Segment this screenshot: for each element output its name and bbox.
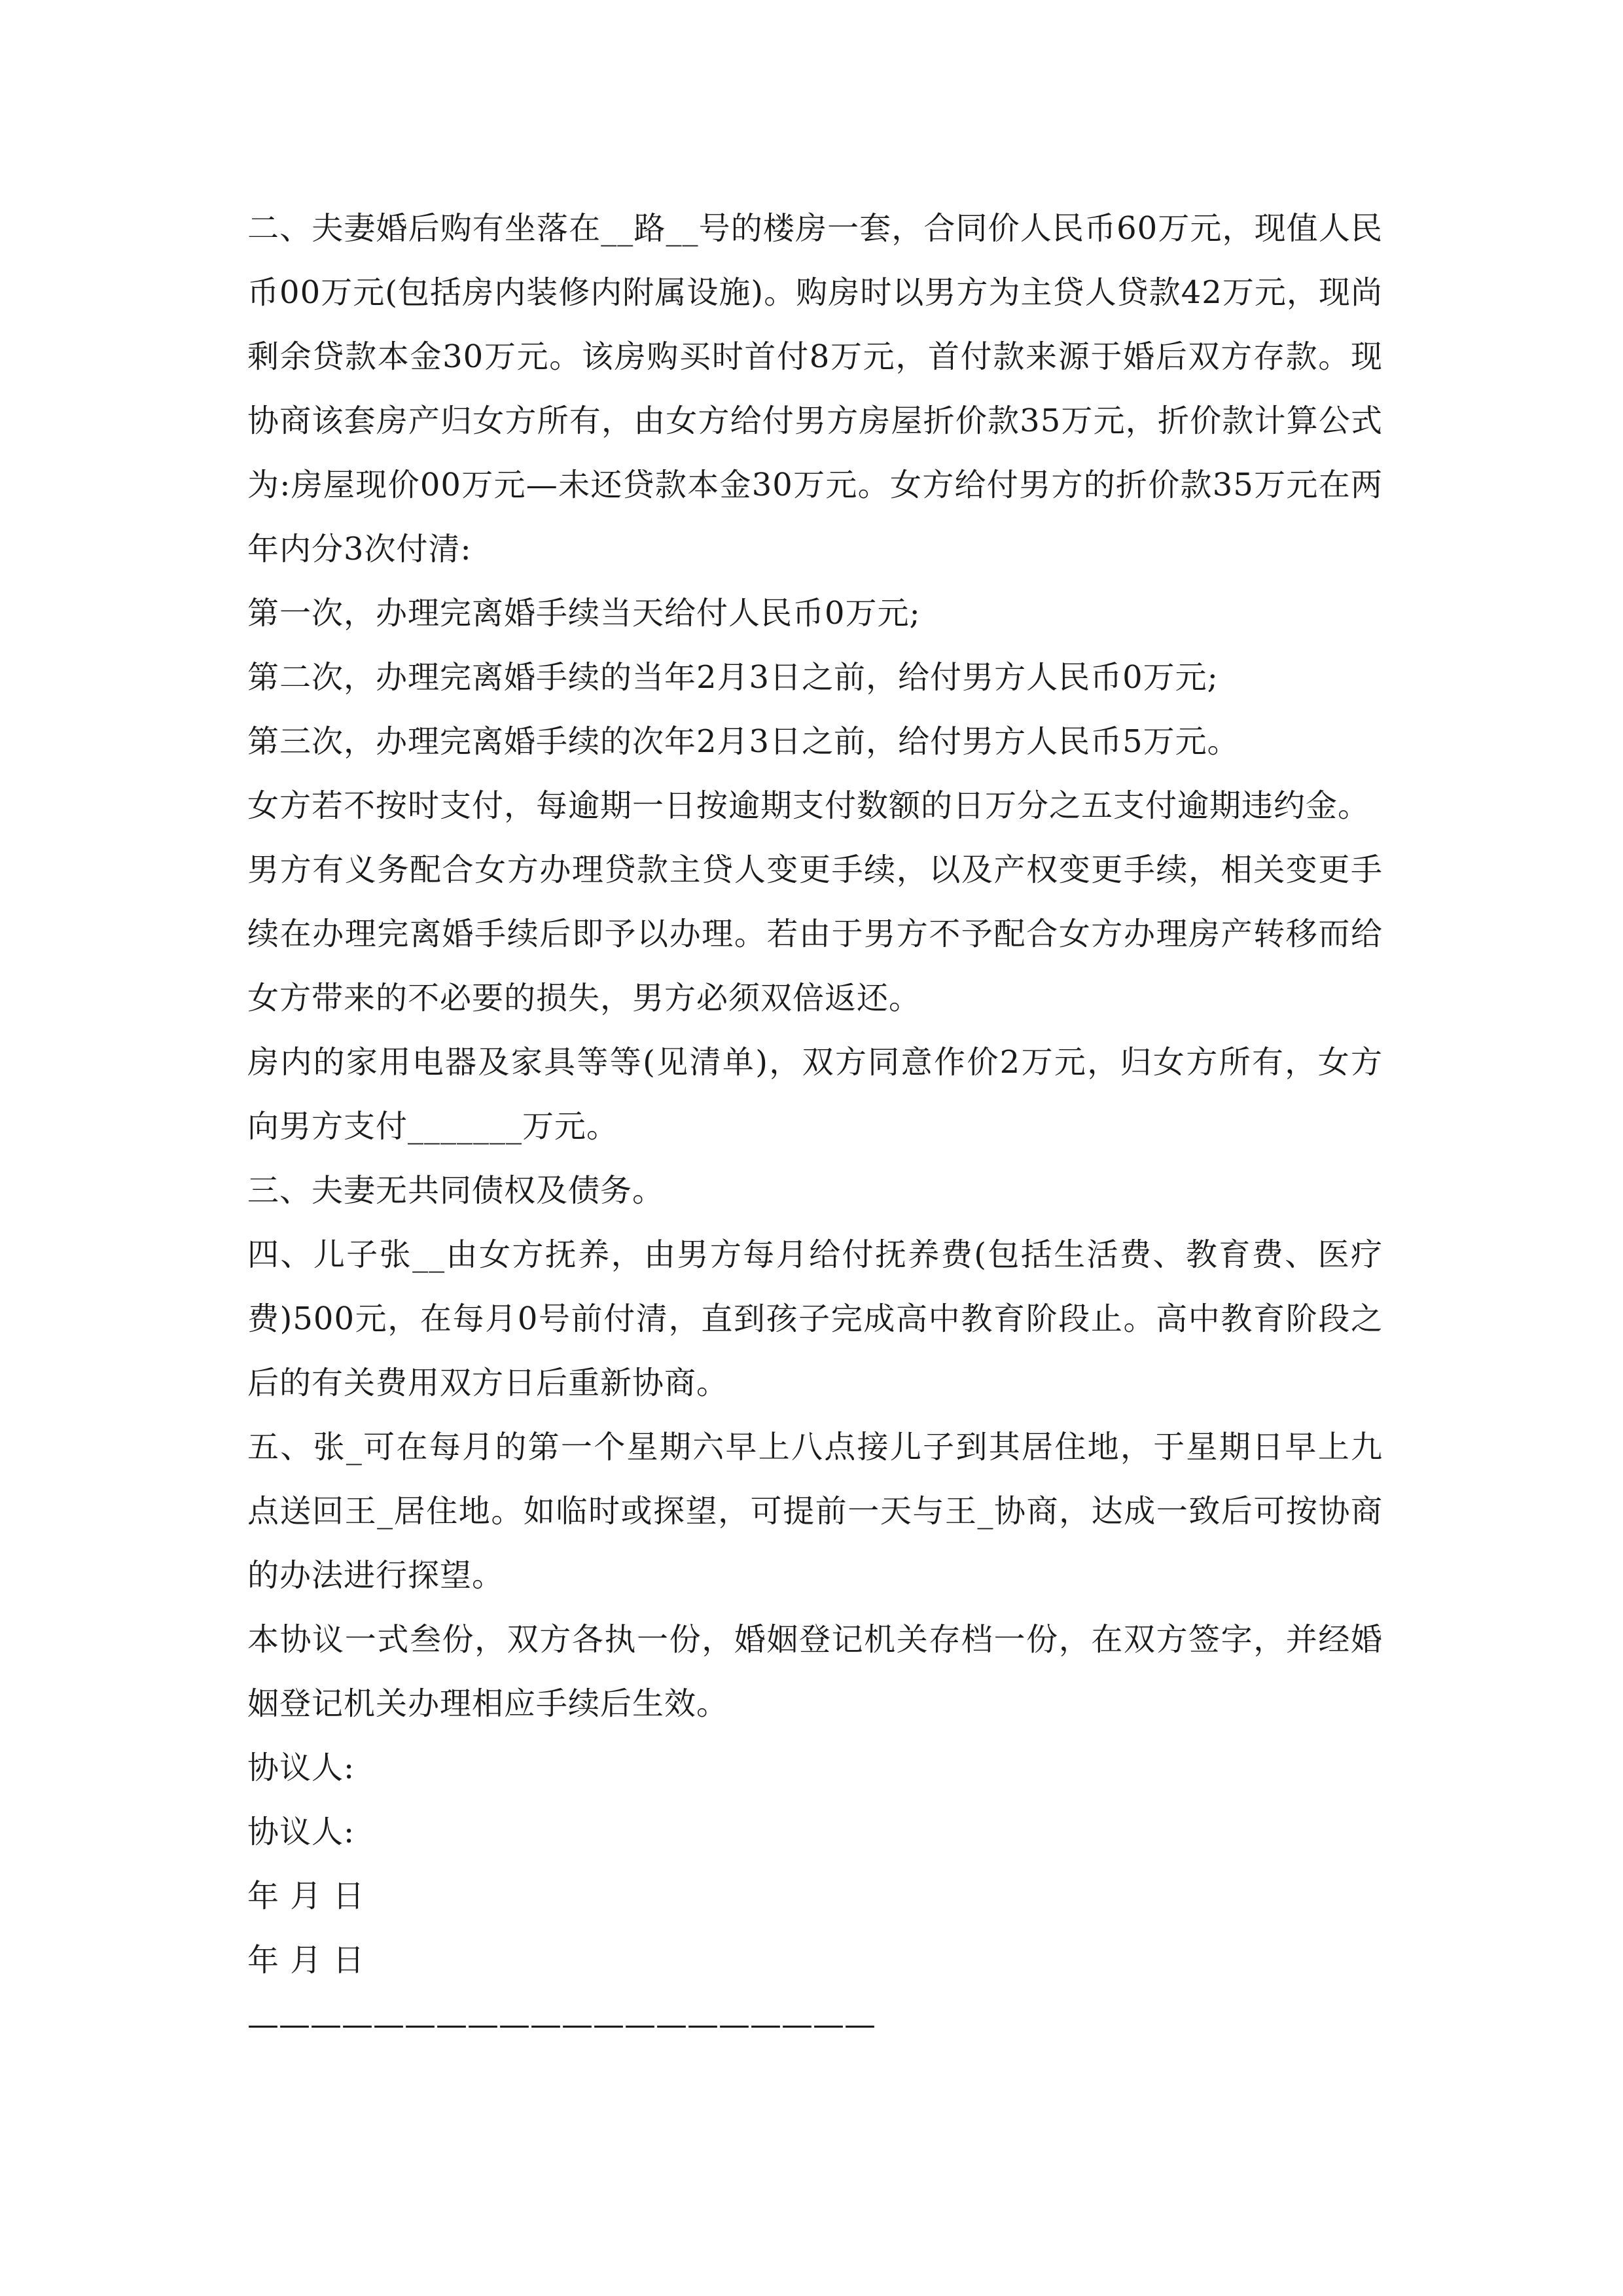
paragraph-appliances: 房内的家用电器及家具等等(见清单)，双方同意作价2万元，归女方所有，女方向男方支付_______万元。 [247,1044,1383,1145]
paragraph-loan-transfer: 男方有义务配合女方办理贷款主贷人变更手续，以及产权变更手续，相关变更手续在办理完离婚手续后即予以办理。若由于男方不予配合女方办理房产转移而给女方带来的不必要的损失，男方必须双倍返还。 [247,852,1383,1016]
paragraph-debts: 三、夫妻无共同债权及债务。 [247,1172,665,1209]
paragraph-child-support: 四、儿子张__由女方抚养，由男方每月给付抚养费(包括生活费、教育费、医疗费)500元，在每月0号前付清，直到孩子完成高中教育阶段止。高中教育阶段之后的有关费用双方日后重新协商。 [247,1236,1383,1401]
signatory-line-2: 协议人: [247,1814,355,1850]
paragraph-copies: 本协议一式叁份，双方各执一份，婚姻登记机关存档一份，在双方签字，并经婚姻登记机关办理相应手续后生效。 [247,1621,1383,1722]
date-line-1: 年 月 日 [247,1878,365,1914]
paragraph-payment-third: 第三次，办理完离婚手续的次年2月3日之前，给付男方人民币5万元。 [247,723,1240,760]
document-body [247,196,1383,2056]
paragraph-visitation: 五、张_可在每月的第一个星期六早上八点接儿子到其居住地，于星期日早上九点送回王_居住地。如临时或探望，可提前一天与王_协商，达成一致后可按协商的办法进行探望。 [247,1429,1383,1594]
paragraph-property-house: 二、夫妻婚后购有坐落在__路__号的楼房一套，合同价人民币60万元，现值人民币00万元(包括房内装修内附属设施)。购房时以男方为主贷人贷款42万元，现尚剩余贷款本金30万元。该房购买时首付8万元，首付款来源于婚后双方存款。现协商该套房产归女方所有，由女方给付男方房屋折价款35万元，折价款计算公式为:房屋现价00万元—未还贷款本金30万元。女方给付男方的折价款35万元在两年内分3次付清: [247,210,1383,567]
paragraph-late-penalty: 女方若不按时支付，每逾期一日按逾期支付数额的日万分之五支付逾期违约金。 [247,787,1370,824]
paragraph-payment-first: 第一次，办理完离婚手续当天给付人民币0万元; [247,595,921,632]
paragraph-payment-second: 第二次，办理完离婚手续的当年2月3日之前，给付男方人民币0万元; [247,659,1219,696]
closing-rule: ———————————————————— [247,2006,876,2043]
signatory-line-1: 协议人: [247,1749,355,1786]
date-line-2: 年 月 日 [247,1942,365,1979]
